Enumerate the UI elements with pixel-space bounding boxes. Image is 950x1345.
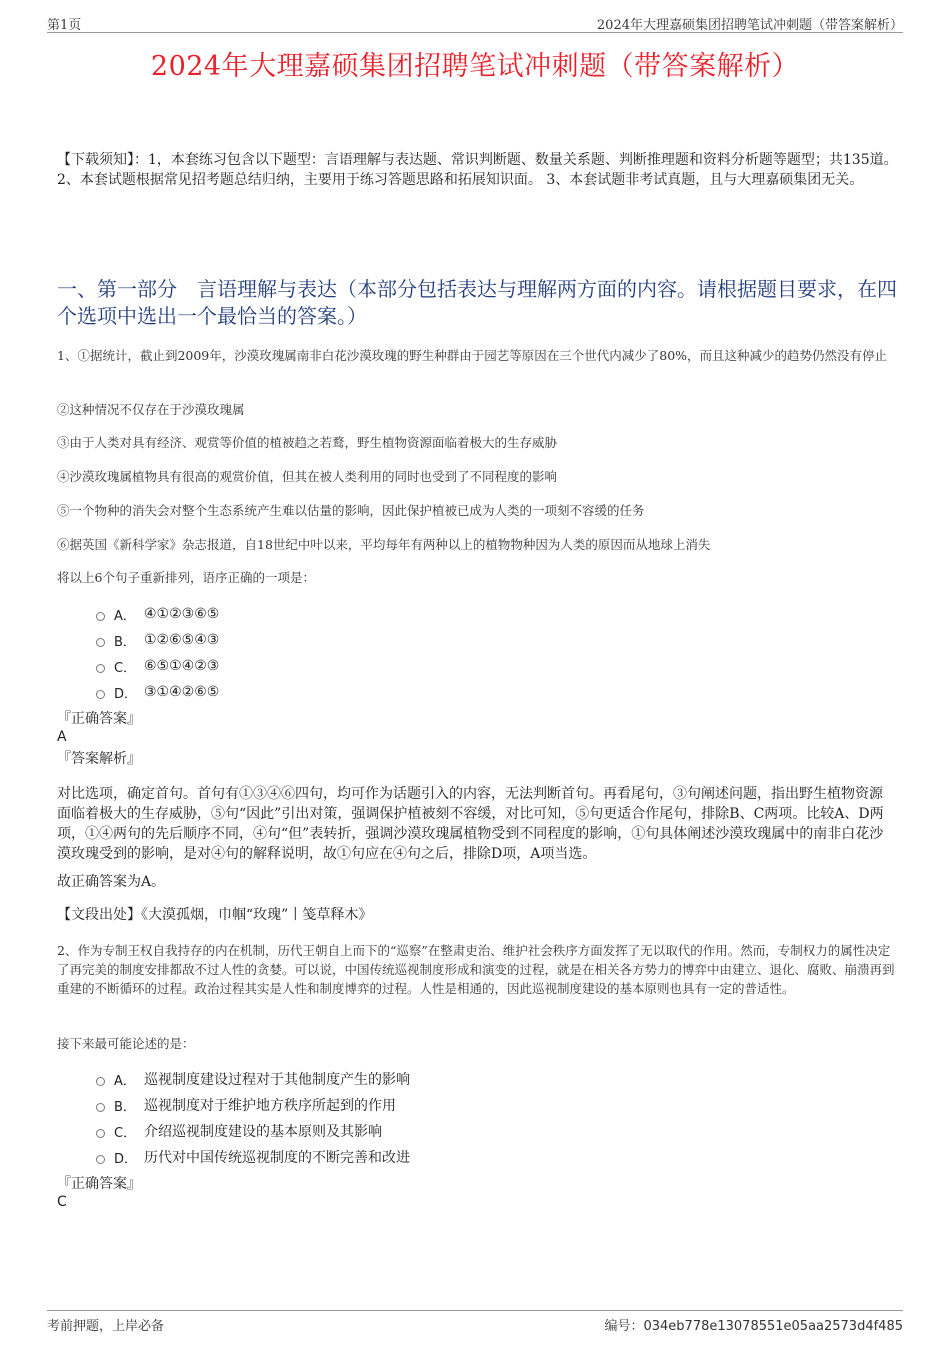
radio-icon[interactable]	[96, 1155, 105, 1164]
q1-answer: A	[57, 729, 67, 745]
radio-icon[interactable]	[96, 664, 105, 673]
option-letter: A．	[114, 608, 136, 624]
option-text: ③①④②⑥⑤	[144, 684, 220, 700]
q1-sentence-2: ②这种情况不仅存在于沙漠玫瑰属	[57, 402, 245, 417]
q2-option-c[interactable]	[96, 1120, 382, 1142]
option-text: 巡视制度建设过程对于其他制度产生的影响	[144, 1072, 410, 1088]
q2-option-d[interactable]	[96, 1146, 410, 1168]
q1-sentence-6: ⑥据英国《新科学家》杂志报道，自18世纪中叶以来，平均每年有两种以上的植物物种因为人类的原因而从地球上消失	[57, 537, 711, 552]
option-letter: C．	[114, 660, 137, 676]
header-doc-title: 2024年大理嘉硕集团招聘笔试冲刺题（带答案解析）	[596, 18, 903, 33]
q1-sentence-5: ⑤一个物种的消失会对整个生态系统产生难以估量的影响，因此保护植被已成为人类的一项刻不容缓的任务	[57, 503, 645, 518]
radio-icon[interactable]	[96, 690, 105, 699]
q1-analysis: 对比选项，确定首句。首句有①③④⑥四句，均可作为话题引入的内容，无法判断首句。再看尾句，③句阐述问题，指出野生植物资源面临着极大的生存威胁，⑤句“因此”引出对策，强调保护植被刻不容缓，对比可知，⑤句更适合作尾句，排除B、C两项。比较A、D两项，①④两句的先后顺序不同，④句“但”表转折，强调沙漠玫瑰属植物受到不同程度的影响，①句具体阐述沙漠玫瑰属中的南非白花沙漠玫瑰受到的影响，是对④句的解释说明，故①句应在④句之后，排除D项，A项当选。	[57, 786, 884, 862]
q1-conclusion: 故正确答案为A。	[57, 874, 166, 890]
footer-code	[604, 1315, 903, 1334]
radio-icon[interactable]	[96, 1103, 105, 1112]
option-text: 历代对中国传统巡视制度的不断完善和改进	[144, 1150, 410, 1166]
option-letter: D．	[114, 1151, 138, 1167]
document-title: 2024年大理嘉硕集团招聘笔试冲刺题（带答案解析）	[150, 51, 800, 82]
q2-option-b[interactable]	[96, 1094, 396, 1116]
q2-answer: C	[57, 1194, 67, 1210]
q1-source: 【文段出处】《大漠孤烟，巾帼“玫瑰”丨笺草释木》	[57, 907, 373, 923]
option-text: 巡视制度对于维护地方秩序所起到的作用	[144, 1098, 396, 1114]
page-number: 第1页	[47, 18, 82, 33]
q1-option-b[interactable]	[96, 629, 219, 651]
radio-icon[interactable]	[96, 638, 105, 647]
q2-option-a[interactable]	[96, 1068, 410, 1090]
footer-slogan: 考前押题，上岸必备	[47, 1319, 165, 1334]
q1-analysis-label: 『答案解析』	[57, 751, 141, 767]
q1-sentence-1: 1、①据统计，截止到2009年，沙漠玫瑰属南非白花沙漠玫瑰的野生种群由于园艺等原因在三个世代内减少了80%，而且这种减少的趋势仍然没有停止	[57, 348, 888, 363]
footer-code-value: 034eb778e13078551e05aa2573d4f485	[643, 1319, 903, 1334]
radio-icon[interactable]	[96, 1129, 105, 1138]
option-letter: C．	[114, 1125, 137, 1141]
q1-option-a[interactable]	[96, 603, 219, 625]
section-title: 一、第一部分 言语理解与表达（本部分包括表达与理解两方面的内容。请根据题目要求，在四个选项中选出一个最恰当的答案。）	[57, 277, 897, 328]
option-letter: B．	[114, 634, 136, 650]
radio-icon[interactable]	[96, 612, 105, 621]
option-letter: D．	[114, 686, 138, 702]
option-text: 介绍巡视制度建设的基本原则及其影响	[144, 1124, 382, 1140]
option-letter: A．	[114, 1073, 136, 1089]
footer-code-label: 编号：	[604, 1319, 644, 1334]
q2-prompt: 接下来最可能论述的是：	[57, 1036, 195, 1051]
download-notice: 【下载须知】：1，本套练习包含以下题型：言语理解与表达题、常识判断题、数量关系题、判断推理题和资料分析题等题型；共135道。 2、本套试题根据常见招考题总结归纳，主要用于练习答题思路和拓展知识面。 3、本套试题非考试真题，且与大理嘉硕集团无关。	[57, 152, 898, 188]
q1-option-d[interactable]	[96, 681, 219, 703]
q1-option-c[interactable]	[96, 655, 219, 677]
q1-sentence-3: ③由于人类对具有经济、观赏等价值的植被趋之若鹜，野生植物资源面临着极大的生存威胁	[57, 435, 558, 450]
option-text: ①②⑥⑤④③	[144, 632, 220, 648]
q2-answer-label: 『正确答案』	[57, 1176, 141, 1192]
page-header	[47, 14, 903, 33]
q2-stem: 2、作为专制王权自我持存的内在机制，历代王朝自上而下的“巡察”在整肃吏治、维护社会秩序方面发挥了无以取代的作用。然而，专制权力的属性决定了再完美的制度安排都敌不过人性的贪婪。可以说，中国传统巡视制度形成和演变的过程，就是在相关各方势力的博弈中由建立、退化、腐败、崩溃再到重建的不断循环的过程。政治过程其实是人性和制度博弈的过程。人性是相通的，因此巡视制度建设的基本原则也具有一定的普适性。	[57, 943, 895, 996]
option-text: ⑥⑤①④②③	[144, 658, 220, 674]
q1-sentence-4: ④沙漠玫瑰属植物具有很高的观赏价值，但其在被人类利用的同时也受到了不同程度的影响	[57, 469, 558, 484]
page-footer	[47, 1310, 903, 1333]
q1-prompt: 将以上6个句子重新排列，语序正确的一项是：	[57, 570, 315, 585]
option-text: ④①②③⑥⑤	[144, 606, 220, 622]
radio-icon[interactable]	[96, 1077, 105, 1086]
q1-answer-label: 『正确答案』	[57, 711, 141, 727]
option-letter: B．	[114, 1099, 136, 1115]
